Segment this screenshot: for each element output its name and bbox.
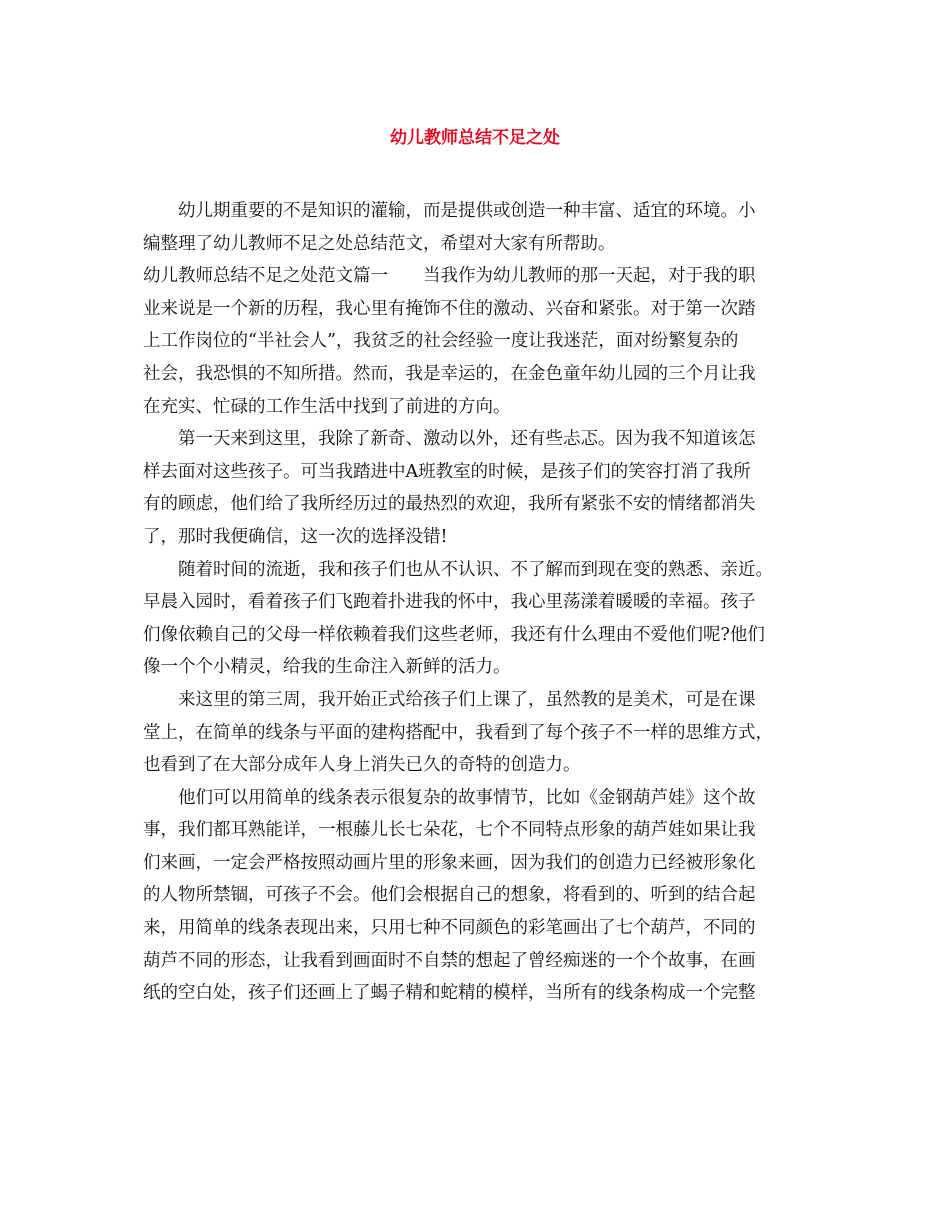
text-line: 纸的空白处，孩子们还画上了蝎子精和蛇精的模样，当所有的线条构成一个完整 (143, 983, 756, 1004)
text-line: 社会，我恐惧的不知所措。然而，我是幸运的，在金色童年幼儿园的三个月让我 (143, 363, 756, 384)
text-line: 早晨入园时，看着孩子们飞跑着扑进我的怀中，我心里荡漾着暖暖的幸福。孩子 (143, 592, 756, 613)
text-line: 们像依赖自己的父母一样依赖着我们这些老师，我还有什么理由不爱他们呢?他们 (143, 624, 765, 645)
text-line: 了，那时我便确信，这一次的选择没错! (143, 526, 448, 547)
text-line: 上工作岗位的“半社会人”，我贫乏的社会经验一度让我迷茫，面对纷繁复杂的 (143, 331, 739, 352)
text-line: 样去面对这些孩子。可当我踏进中A班教室的时候，是孩子们的笑容打消了我所 (143, 461, 751, 482)
text-line: 事，我们都耳熟能详，一根藤儿长七朵花，七个不同特点形象的葫芦娃如果让我 (143, 820, 756, 841)
document-body (143, 195, 807, 1010)
text-line: 随着时间的流逝，我和孩子们也从不认识、不了解而到现在变的熟悉、亲近。 (178, 559, 773, 580)
text-line: 业来说是一个新的历程，我心里有掩饰不住的激动、兴奋和紧张。对于第一次踏 (143, 298, 756, 319)
text-line: 像一个个小精灵，给我的生命注入新鲜的活力。 (143, 657, 511, 678)
text-line: 幼儿期重要的不是知识的灌输，而是提供或创造一种丰富、适宜的环境。小 (178, 201, 756, 221)
text-line: 也看到了在大部分成年人身上消失已久的奇特的创造力。 (143, 755, 581, 776)
text-line: 来这里的第三周，我开始正式给孩子们上课了，虽然教的是美术，可是在课 (178, 689, 756, 710)
text-line: 葫芦不同的形态，让我看到画面时不自禁的想起了曾经痴迷的一个个故事，在画 (143, 950, 756, 971)
text-line: 们来画，一定会严格按照动画片里的形象来画，因为我们的创造力已经被形象化 (143, 852, 756, 873)
text-line: 他们可以用简单的线条表示很复杂的故事情节，比如《金钢葫芦娃》这个故 (178, 787, 756, 808)
text-line: 堂上，在简单的线条与平面的建构搭配中，我看到了每个孩子不一样的思维方式， (143, 722, 773, 743)
document-title: 幼儿教师总结不足之处 (390, 128, 560, 148)
text-line: 幼儿教师总结不足之处范文篇一 当我作为幼儿教师的那一天起，对于我的职 (143, 266, 756, 287)
text-line: 编整理了幼儿教师不足之处总结范文，希望对大家有所帮助。 (143, 233, 616, 254)
text-line: 的人物所禁锢，可孩子不会。他们会根据自己的想象，将看到的、听到的结合起 (143, 885, 756, 906)
text-line: 来，用简单的线条表现出来，只用七种不同颜色的彩笔画出了七个葫芦，不同的 (143, 918, 756, 939)
text-line: 第一天来到这里，我除了新奇、激动以外，还有些忐忑。因为我不知道该怎 (178, 429, 756, 450)
text-line: 在充实、忙碌的工作生活中找到了前进的方向。 (143, 396, 511, 417)
text-line: 有的顾虑，他们给了我所经历过的最热烈的欢迎，我所有紧张不安的情绪都消失 (143, 494, 756, 515)
